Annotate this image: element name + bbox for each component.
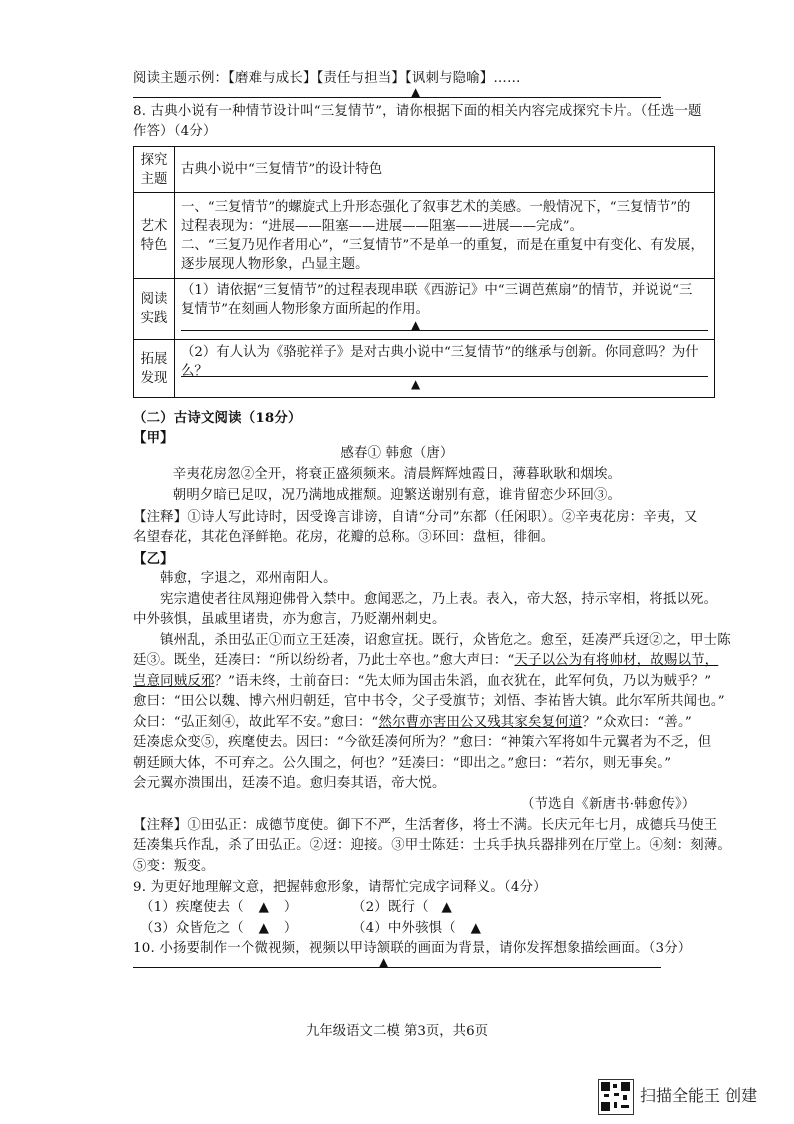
q10-stem: 10. 小扬要制作一个微视频，视频以甲诗颔联的画面为背景，请你发挥想象描绘画面。（3分） — [133, 941, 692, 956]
answer-triangle-icon: ▲ — [411, 318, 421, 332]
q9-item-4: （4）中外骇惧（ ▲ — [352, 920, 496, 938]
practice-line: 复情节”在刻画人物形象方面所起的作用。 — [181, 302, 429, 317]
q8-stem: 8. 古典小说有一种情节设计叫“三复情节”，请你根据下面的相关内容完成探究卡片。（任选一题 — [133, 104, 702, 119]
card-head-theme: 探究主题 — [134, 147, 175, 193]
feature-line: 过程表现为：“进展——阻塞——进展——阻塞——进展——完成”。 — [181, 218, 584, 234]
feature-line: 二、“三复乃见作者用心”，“三复情节”不是单一的重复，而是在重复中有变化、有发展， — [181, 237, 704, 253]
scanner-watermark: 扫描全能王 创建 — [640, 1086, 758, 1105]
card-head-extension: 拓展发现 — [134, 340, 175, 398]
q8-stem-cont: 作答）（4分） — [133, 124, 217, 139]
prose-line: 韩愈，字退之，邓州南阳人。 — [160, 571, 337, 586]
answer-triangle-icon: ▲ — [470, 921, 482, 936]
source-citation: （节选自《新唐书·韩愈传》） — [521, 797, 696, 812]
poem-note: 名望春花，其花色泽鲜艳。花房，花瓣的总称。③环回：盘桓，徘徊。 — [133, 530, 555, 545]
prose-line — [133, 673, 711, 691]
poem-note: 【注释】①诗人写此诗时，因受谗言诽谤，自请“分司”东都（任闲职）。②辛夷花房：辛夷，又 — [133, 510, 698, 525]
prose-note: 廷凑集兵作乱，杀了田弘正。②迓：迎接。③甲士陈廷：士兵手执兵器排列在厅堂上。④刻：刻薄。 — [133, 838, 731, 853]
card-theme-body: 古典小说中“三复情节”的设计特色 — [175, 147, 715, 193]
card-extension-body — [175, 340, 715, 398]
poem-line: 辛夷花房忽②全开，将衰正盛须频来。清晨辉辉烛霞日，薄暮耿耿和烟埃。 — [172, 467, 622, 482]
prose-note: ⑤变：叛变。 — [133, 859, 215, 874]
underlined-sentence: 然尔曹亦害田公又残其家矣复何道 — [378, 715, 583, 730]
prose-segment: ？”众欢曰：“善。” — [582, 715, 692, 730]
answer-triangle-icon: ▲ — [411, 85, 421, 99]
card-head-practice: 阅读实践 — [134, 279, 175, 340]
answer-triangle-icon: ▲ — [411, 376, 421, 391]
q9-stem: 9. 为更好地理解文意，把握韩愈形象，请帮忙完成字词释义。（4分） — [133, 880, 547, 895]
prose-line: 镇州乱，杀田弘正①而立王廷凑，诏愈宣抚。既行，众皆危之。愈至，廷凑严兵迓②之，甲士陈 — [160, 633, 731, 648]
prose-line: 会元翼亦溃围出，廷凑不追。愈归奏其语，帝大悦。 — [133, 776, 446, 791]
prose-segment: 廷③。既坐，廷凑曰：“所以纷纷者，乃此士卒也。”愈大声曰：“ — [133, 653, 515, 668]
answer-triangle-icon: ▲ — [258, 921, 270, 936]
answer-line — [181, 376, 708, 377]
prose-segment: 众曰：“弘正刻④，故此军不安。”愈曰：“ — [133, 715, 379, 730]
prose-line: 中外骇惧，虽戚里诸贵，亦为愈言，乃贬潮州刺史。 — [133, 612, 446, 627]
prose-line: 廷凑虑众变⑤，疾麾使去。因曰：“今欲廷凑何所为？”愈曰：“神策六军将如牛元翼者为不乏，但 — [133, 735, 712, 750]
prose-note: 【注释】①田弘正：成德节度使。御下不严，生活奢侈，将士不满。长庆元年七月，成德兵马使王 — [133, 818, 718, 833]
underlined-sentence: 天子以公为有将帅材，故赐以节， — [514, 653, 719, 668]
card-head-features: 艺术特色 — [134, 193, 175, 279]
prose-line — [133, 652, 718, 670]
text-label-yi: 【乙】 — [133, 551, 174, 567]
answer-triangle-icon: ▲ — [379, 955, 389, 969]
feature-line: 一、“三复情节”的螺旋式上升形态强化了叙事艺术的美感。一般情况下，“三复情节”的 — [181, 199, 691, 215]
prose-line — [133, 714, 692, 732]
prose-line: 朝廷顾大体，不可弃之。公久围之，何也？”廷凑曰：“即出之。”愈曰：“若尔，则无事矣。” — [133, 756, 672, 771]
extension-line: （2）有人认为《骆驼祥子》是对古典小说中“三复情节”的继承与创新。你同意吗？为什么？ — [181, 344, 699, 379]
answer-line — [133, 967, 661, 968]
prose-segment: ？”语未终，士前奋曰：“先太师为国击朱滔，血衣犹在，此军何负，乃以为贼乎？” — [214, 674, 712, 689]
underlined-sentence: 岂意同贼反邪 — [133, 674, 215, 689]
section-heading: （二）古诗文阅读（18分） — [133, 410, 302, 426]
inquiry-card — [133, 146, 715, 398]
answer-triangle-icon: ▲ — [441, 900, 452, 915]
prose-line: 宪宗遣使者往凤翔迎佛骨入禁中。愈闻恶之，乃上表。表入，帝大怒，持示宰相，将抵以死。 — [160, 592, 718, 607]
page-footer: 九年级语文二模 第3页，共6页 — [306, 1024, 488, 1039]
qr-code-icon — [598, 1079, 634, 1115]
theme-examples: 阅读主题示例：【磨难与成长】【责任与担当】【讽刺与隐喻】…… — [133, 71, 521, 86]
q9-item-1: （1）疾麾使去（ ▲ ） — [140, 900, 298, 915]
feature-line: 逐步展现人物形象，凸显主题。 — [181, 256, 369, 272]
poem-title: 感春① 韩愈（唐） — [340, 446, 454, 461]
poem-line: 朝明夕暗已足叹，况乃满地成摧颓。迎繁送谢别有意，谁肯留恋少环回③。 — [172, 488, 622, 503]
prose-line: 愈曰：“田公以魏、博六州归朝廷，官中书令，父子受旗节；刘悟、李祐皆大镇。此尔军所共闻也。” — [133, 694, 725, 709]
q9-item-3: （3）众皆危之（ ▲ ） — [140, 921, 298, 936]
practice-line: （1）请依据“三复情节”的过程表现串联《西游记》中“三调芭蕉扇”的情节，并说说“三 — [181, 283, 693, 298]
card-features-body — [175, 193, 715, 279]
text-label-jia: 【甲】 — [133, 430, 174, 446]
answer-line — [133, 97, 661, 98]
q9-item-2: （2）既行（ ▲ — [352, 899, 465, 917]
answer-line — [181, 330, 708, 331]
card-practice-body — [175, 279, 715, 340]
answer-triangle-icon: ▲ — [258, 900, 270, 915]
